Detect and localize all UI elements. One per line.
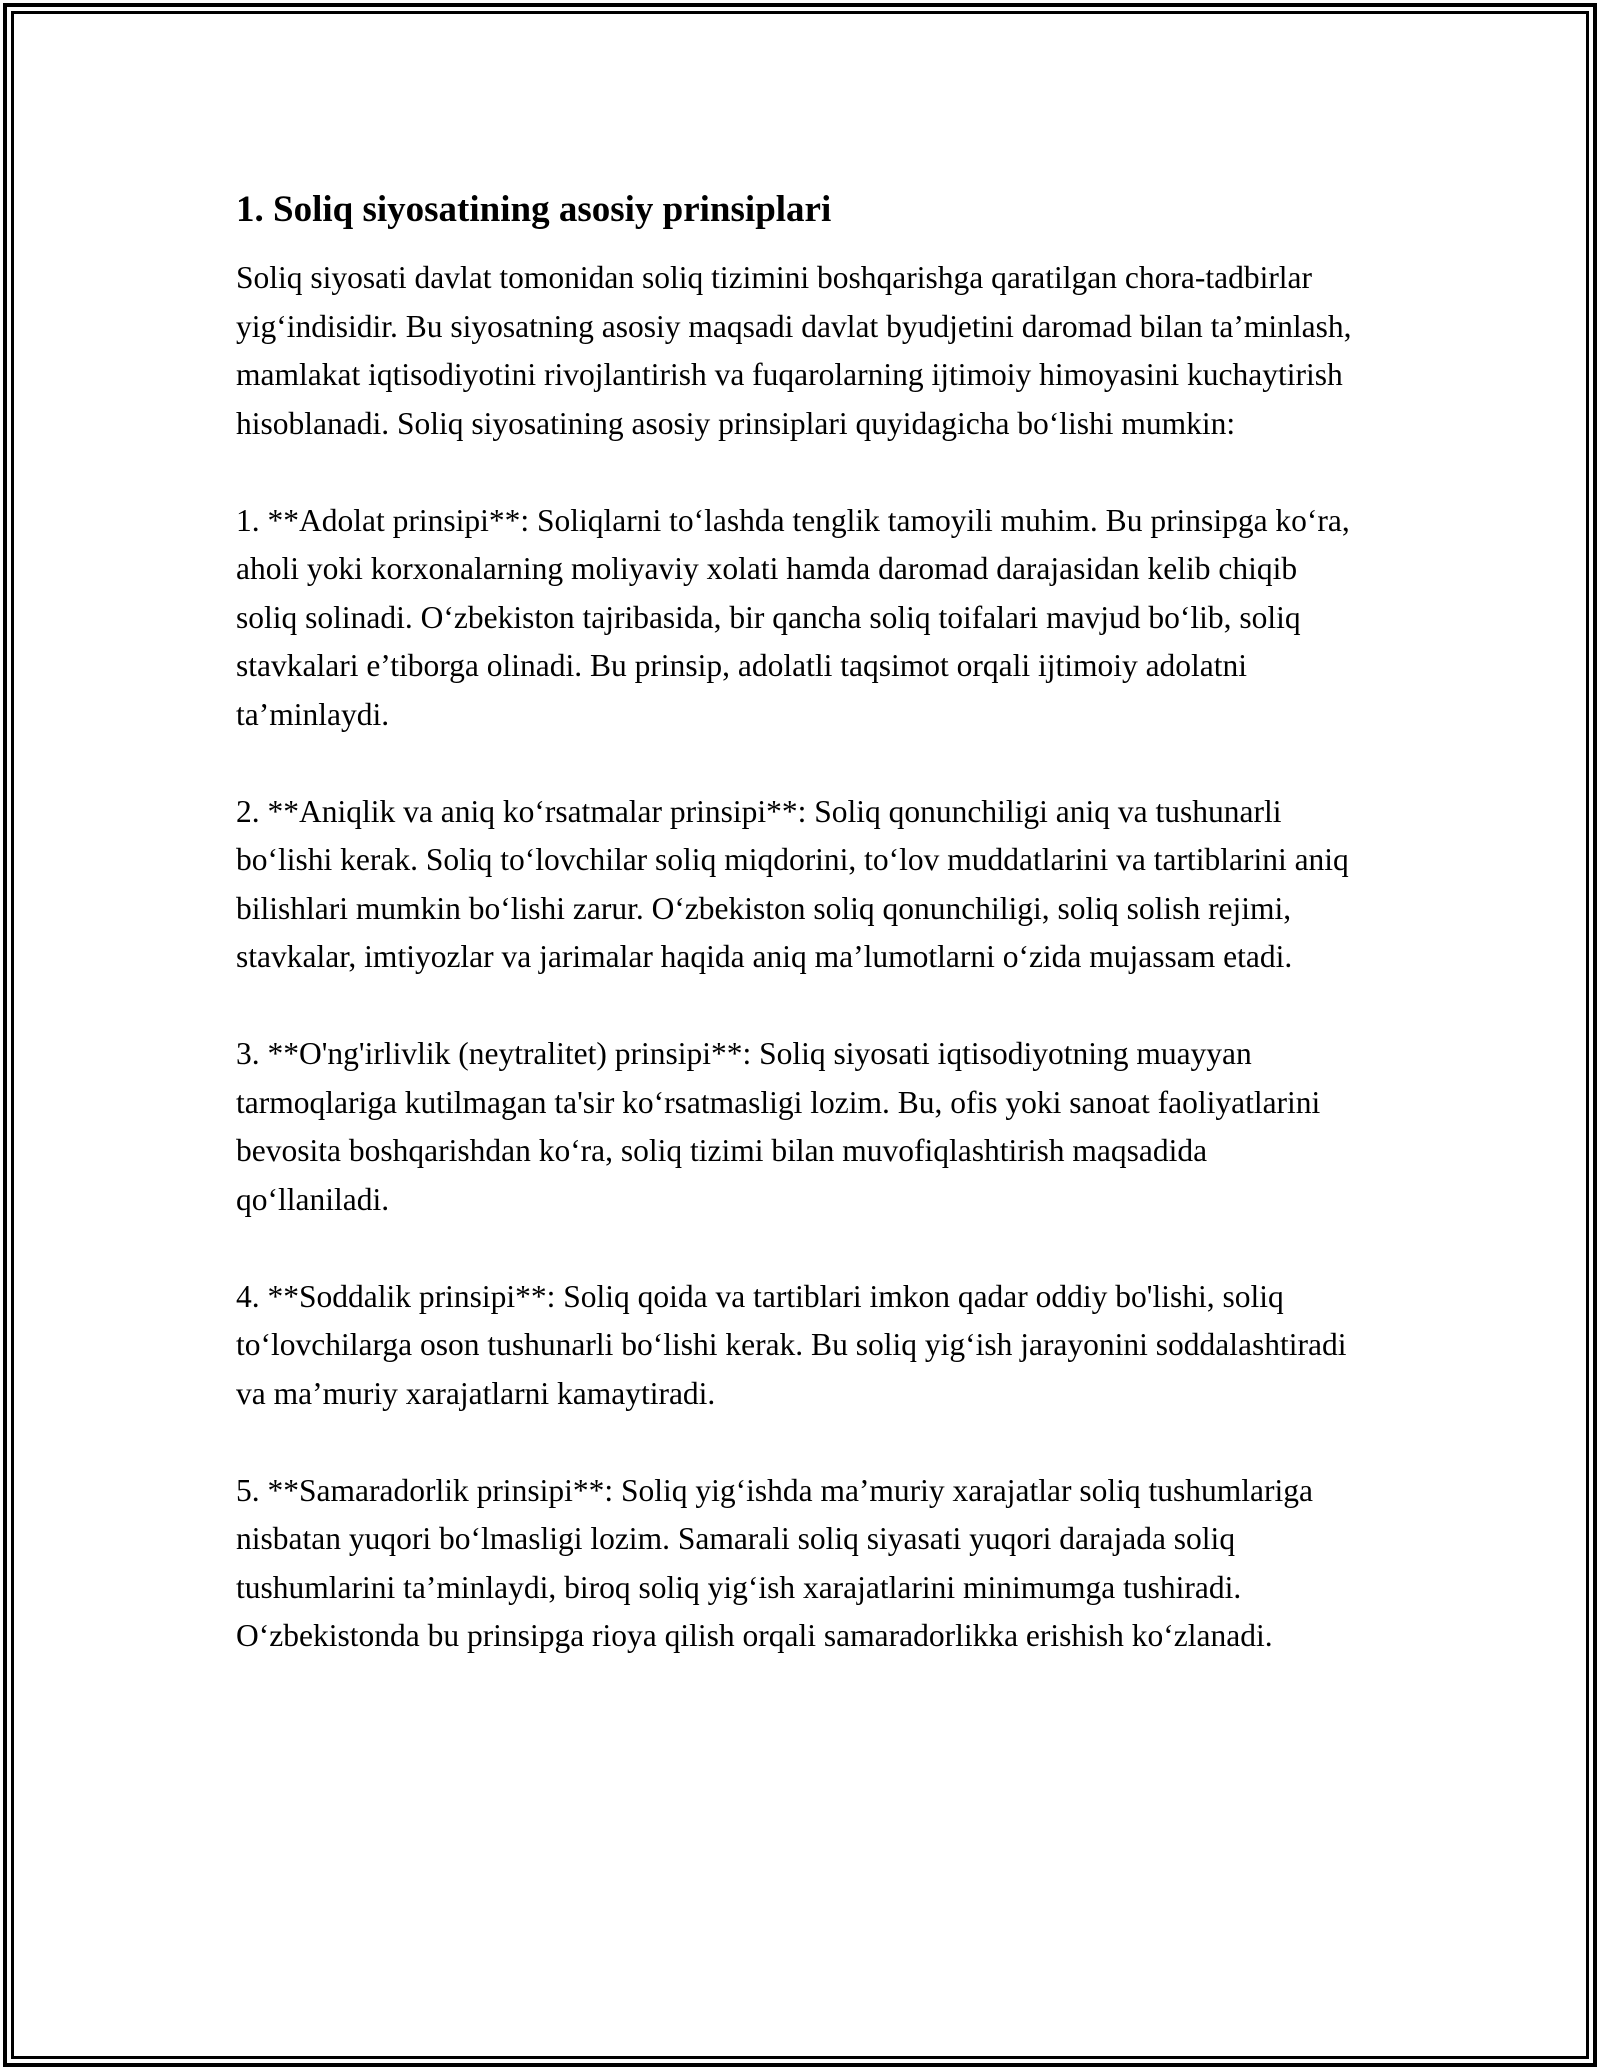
- intro-paragraph: Soliq siyosati davlat tomonidan soliq tizimini boshqarishga qaratilgan chora-tadbirlar yig‘indisidir. Bu siyosatning asosiy maqsadi davlat byudjetini daromad bilan ta’minlash, mamlakat iqtisodiyotini rivojlantirish va fuqarolarning ijtimoiy himoyasini kuchaytirish hisoblanadi. Soliq siyosatining asosiy prinsiplari quyidagicha bo‘lishi mumkin:: [236, 260, 1352, 441]
- section-heading: 1. Soliq siyosatining asosiy prinsiplari: [236, 189, 832, 230]
- principle-clarity-paragraph: 2. **Aniqlik va aniq ko‘rsatmalar prinsipi**: Soliq qonunchiligi aniq va tushunarli bo‘lishi kerak. Soliq to‘lovchilar soliq miqdorini, to‘lov muddatlarini va tartiblarini aniq bilishlari mumkin bo‘lishi zarur. O‘zbekiston soliq qonunchiligi, soliq solish rejimi, stavkalar, imtiyozlar va jarimalar haqida aniq ma’lumotlarni o‘zida mujassam etadi.: [236, 793, 1349, 974]
- principle-efficiency-paragraph: 5. **Samaradorlik prinsipi**: Soliq yig‘ishda ma’muriy xarajatlar soliq tushumlariga nisbatan yuqori bo‘lmasligi lozim. Samarali soliq siyasati yuqori darajada soliq tushumlarini ta’minlaydi, biroq soliq yig‘ish xarajatlarini minimumga tushiradi. O‘zbekistonda bu prinsipga rioya qilish orqali samaradorlikka erishish ko‘zlanadi.: [236, 1472, 1313, 1653]
- principle-simplicity-paragraph: 4. **Soddalik prinsipi**: Soliq qoida va tartiblari imkon qadar oddiy bo'lishi, soliq to‘lovchilarga oson tushunarli bo‘lishi kerak. Bu soliq yig‘ish jarayonini soddalashtiradi va ma’muriy xarajatlarni kamaytiradi.: [236, 1278, 1347, 1411]
- principle-neutrality-paragraph: 3. **O'ng'irlivlik (neytralitet) prinsipi**: Soliq siyosati iqtisodiyotning muayyan tarmoqlariga kutilmagan ta'sir ko‘rsatmasligi lozim. Bu, ofis yoki sanoat faoliyatlarini bevosita boshqarishdan ko‘ra, soliq tizimi bilan muvofiqlashtirish maqsadida qo‘llaniladi.: [236, 1036, 1321, 1217]
- document-body: [236, 186, 1366, 1709]
- principle-fairness-paragraph: 1. **Adolat prinsipi**: Soliqlarni to‘lashda tenglik tamoyili muhim. Bu prinsipga ko‘ra, aholi yoki korxonalarning moliyaviy xolati hamda daromad darajasidan kelib chiqib soliq solinadi. O‘zbekiston tajribasida, bir qancha soliq toifalari mavjud bo‘lib, soliq stavkalari e’tiborga olinadi. Bu prinsip, adolatli taqsimot orqali ijtimoiy adolatni ta’minlaydi.: [236, 502, 1350, 732]
